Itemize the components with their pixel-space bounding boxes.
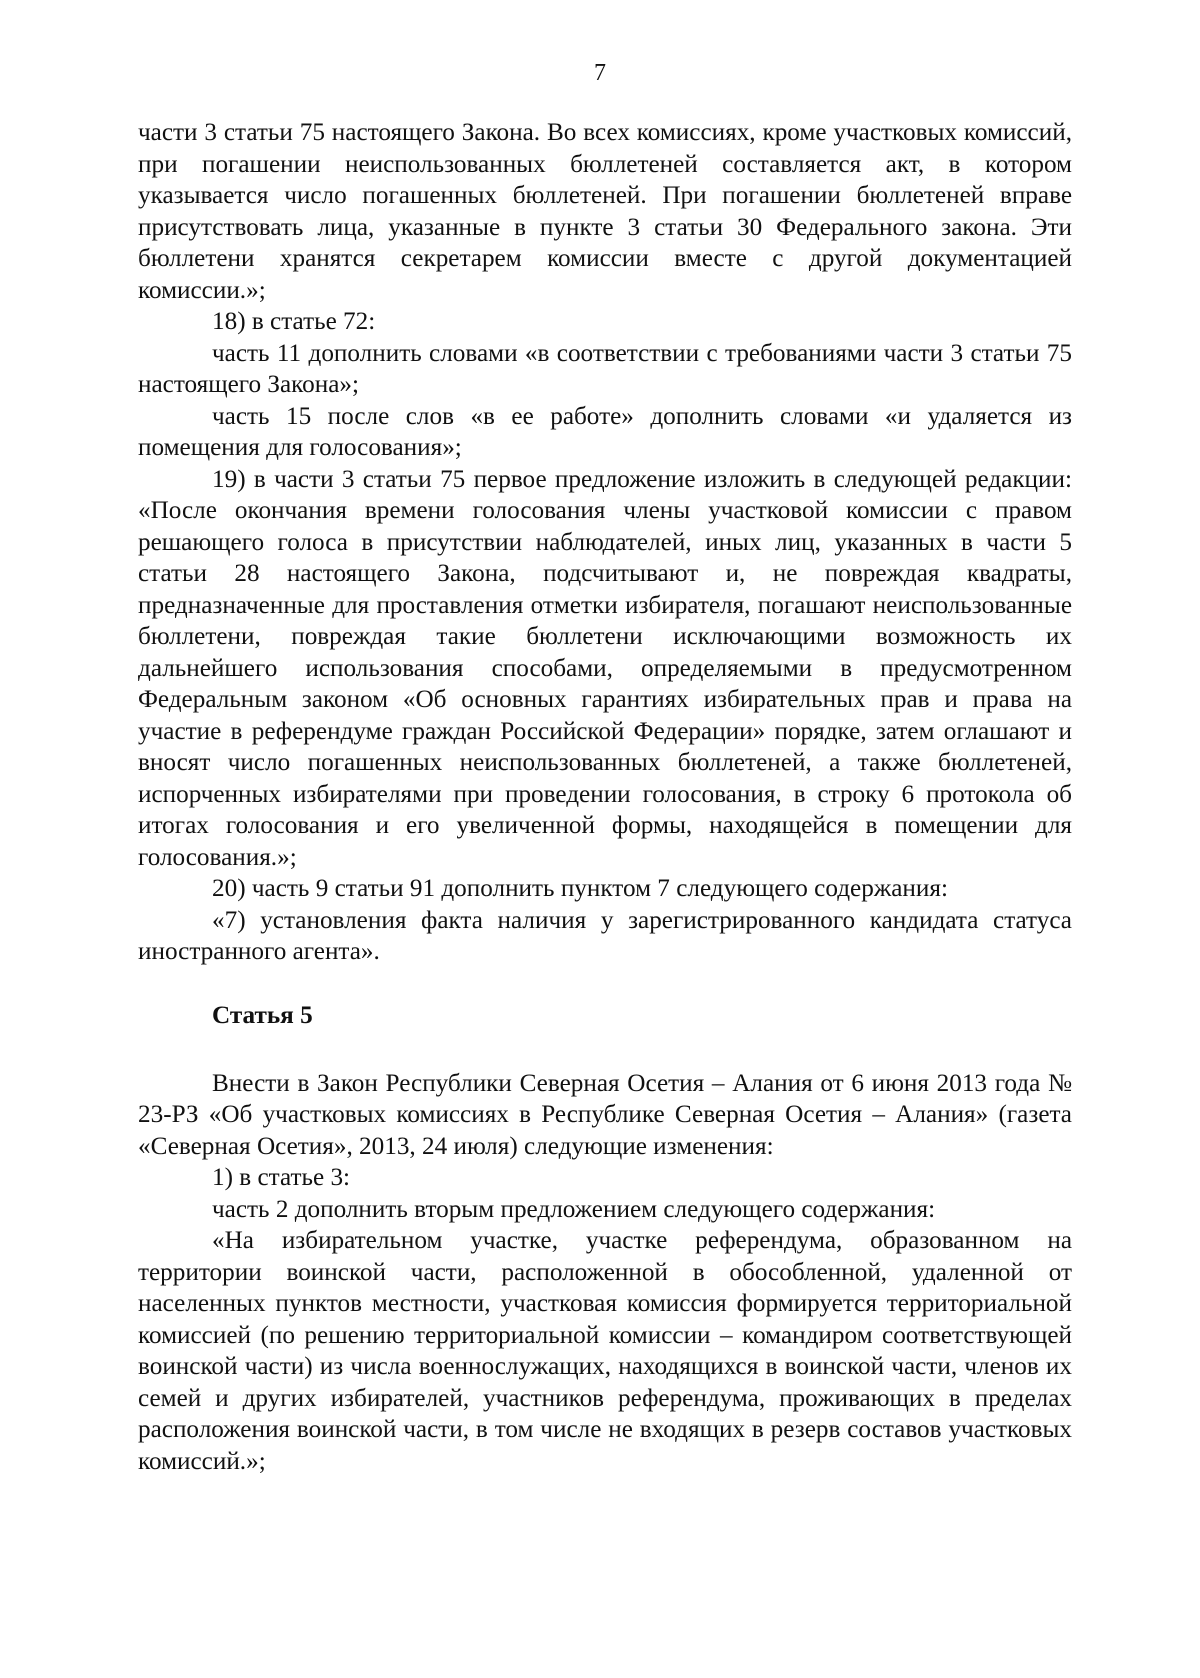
document-body [138,117,1072,1477]
paragraph-part-11: часть 11 дополнить словами «в соответствии с требованиями части 3 статьи 75 настоящего Закона»; [138,339,1072,398]
paragraph-quote-amendment: «На избирательном участке, участке референдума, образованном на территории воинской части, расположенной в обособленной, удаленной от населенных пунктов местности, участковая комиссия формируется территориальной комиссией (по решению территориальной комиссии – командиром соответствующей воинской части) из числа военнослужащих, находящихся в воинской части, членов их семей и других избирателей, участников референдума, проживающих в пределах расположения воинской части, в том числе не входящих в резерв составов участковых комиссий.»; [138,1227,1072,1475]
paragraph-item-1: 1) в статье 3: [212,1164,351,1191]
paragraph-article-5-intro: Внести в Закон Республики Северная Осетия – Алания от 6 июня 2013 года № 23-РЗ «Об участковых комиссиях в Республике Северная Осетия – Алания» (газета «Северная Осетия», 2013, 24 июля) следующие изменения: [138,1069,1072,1160]
paragraph-continuation: части 3 статьи 75 настоящего Закона. Во всех комиссиях, кроме участковых комиссий, при погашении неиспользованных бюллетеней составляется акт, в котором указывается число погашенных бюллетеней. При погашении бюллетеней вправе присутствовать лица, указанные в пункте 3 статьи 30 Федерального закона. Эти бюллетени хранятся секретарем комиссии вместе с другой документацией комиссии.»; [138,119,1072,304]
paragraph-item-18: 18) в статье 72: [212,308,376,335]
paragraph-part-2: часть 2 дополнить вторым предложением следующего содержания: [212,1195,936,1223]
article-heading: Статья 5 [212,1001,313,1029]
paragraph-item-20: 20) часть 9 статьи 91 дополнить пунктом 7 следующего содержания: [212,875,948,902]
paragraph-item-19: 19) в части 3 статьи 75 первое предложение изложить в следующей редакции: «После окончания времени голосования члены участковой комиссии с правом решающего голоса в присутствии наблюдателей, иных лиц, указанных в части 5 статьи 28 настоящего Закона, подсчитывают и, не повреждая квадраты, предназначенные для проставления отметки избирателя, погашают неиспользованные бюллетени, повреждая такие бюллетени исключающими возможность их дальнейшего использования способами, определяемыми в предусмотренном Федеральным законом «Об основных гарантиях избирательных прав и права на участие в референдуме граждан Российской Федерации» порядке, затем оглашают и вносят число погашенных неиспользованных бюллетеней, а также бюллетеней, испорченных избирателями при проведении голосования, в строку 6 протокола об итогах голосования и его увеличенной формы, находящейся в помещении для голосования.»; [138,465,1072,871]
paragraph-quote-7: «7) установления факта наличия у зарегистрированного кандидата статуса иностранного агента». [138,906,1072,965]
page-number: 7 [594,60,606,86]
paragraph-part-15: часть 15 после слов «в ее работе» дополнить словами «и удаляется из помещения для голосования»; [138,402,1072,461]
